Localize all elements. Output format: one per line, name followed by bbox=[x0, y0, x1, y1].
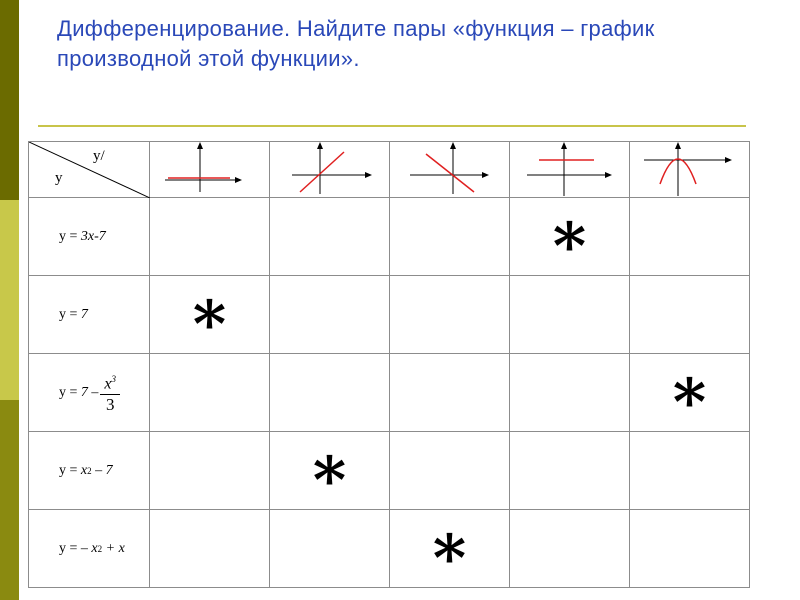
match-cell[interactable] bbox=[150, 354, 270, 432]
match-cell[interactable] bbox=[390, 198, 510, 276]
match-cell[interactable] bbox=[390, 354, 510, 432]
match-cell[interactable] bbox=[270, 276, 390, 354]
graph-cell-4 bbox=[510, 142, 630, 198]
match-cell[interactable] bbox=[630, 432, 750, 510]
match-cell[interactable] bbox=[270, 432, 390, 518]
fraction bbox=[100, 370, 120, 414]
function-cell bbox=[29, 510, 150, 588]
function-prefix: y = bbox=[59, 384, 78, 400]
match-cell[interactable] bbox=[150, 198, 270, 276]
function-expression: 3x-7 bbox=[80, 228, 106, 244]
table-row bbox=[29, 432, 750, 510]
graph-cell-3 bbox=[390, 142, 510, 198]
function-formula bbox=[29, 276, 149, 353]
function-cell bbox=[29, 354, 150, 432]
function-cell bbox=[29, 198, 150, 276]
match-cell[interactable] bbox=[390, 432, 510, 510]
graph-cell-5 bbox=[630, 142, 750, 198]
side-bar-top bbox=[0, 0, 19, 200]
function-cell bbox=[29, 432, 150, 510]
page-title: Дифференцирование. Найдите пары «функция – график производной этой функции». bbox=[57, 16, 655, 71]
header-row bbox=[29, 142, 750, 198]
function-label: y bbox=[55, 170, 63, 186]
decreasing-line-icon bbox=[390, 142, 510, 198]
function-formula bbox=[29, 432, 149, 509]
match-cell[interactable] bbox=[390, 510, 510, 596]
side-bar-middle bbox=[0, 200, 19, 400]
fraction-numerator-value: x bbox=[104, 375, 112, 393]
horizontal-line-left-icon bbox=[150, 142, 270, 198]
match-star-icon: * bbox=[312, 442, 347, 518]
title-divider bbox=[38, 125, 746, 127]
function-tail: – 7 bbox=[95, 462, 113, 478]
function-prefix: y = bbox=[59, 540, 78, 556]
function-exponent: 2 bbox=[87, 465, 92, 476]
corner-diagonal bbox=[29, 142, 150, 198]
horizontal-line-above-icon bbox=[510, 142, 630, 198]
match-cell[interactable] bbox=[390, 276, 510, 354]
function-tail: + x bbox=[105, 540, 125, 556]
match-cell[interactable] bbox=[510, 276, 630, 354]
function-prefix: y = bbox=[59, 462, 78, 478]
fraction-denominator: 3 bbox=[105, 394, 115, 414]
function-exponent: 2 bbox=[97, 543, 103, 554]
downward-parabola-icon bbox=[630, 142, 750, 198]
match-cell[interactable] bbox=[510, 432, 630, 510]
table-row bbox=[29, 510, 750, 588]
match-cell[interactable] bbox=[630, 198, 750, 276]
graph-cell-1 bbox=[150, 142, 270, 198]
match-star-icon: * bbox=[432, 520, 467, 596]
match-cell[interactable] bbox=[510, 354, 630, 432]
match-star-icon: * bbox=[192, 286, 227, 362]
match-cell[interactable] bbox=[150, 276, 270, 362]
function-prefix: y = bbox=[59, 306, 78, 322]
table-row bbox=[29, 354, 750, 432]
function-expression: – x bbox=[80, 540, 98, 556]
function-formula bbox=[29, 354, 149, 431]
table-row bbox=[29, 198, 750, 276]
match-cell[interactable] bbox=[630, 276, 750, 354]
function-expression: 7 bbox=[80, 306, 88, 322]
increasing-line-icon bbox=[270, 142, 390, 198]
graph-cell-2 bbox=[270, 142, 390, 198]
derivative-label: y/ bbox=[93, 148, 105, 164]
match-cell[interactable] bbox=[270, 354, 390, 432]
match-cell[interactable] bbox=[270, 510, 390, 588]
matching-table bbox=[28, 141, 750, 596]
match-cell[interactable] bbox=[510, 510, 630, 588]
match-cell[interactable] bbox=[270, 198, 390, 276]
function-formula bbox=[29, 510, 149, 587]
function-prefix: y = bbox=[59, 228, 78, 244]
fraction-numerator bbox=[100, 370, 120, 394]
function-expression: 7 – bbox=[80, 384, 99, 400]
match-cell[interactable] bbox=[510, 198, 630, 284]
match-cell[interactable] bbox=[630, 510, 750, 588]
match-cell[interactable] bbox=[150, 432, 270, 510]
match-cell[interactable] bbox=[630, 354, 750, 440]
match-star-icon: * bbox=[672, 364, 707, 440]
table-row bbox=[29, 276, 750, 354]
match-cell[interactable] bbox=[150, 510, 270, 588]
match-star-icon: * bbox=[552, 208, 587, 284]
function-expression: x bbox=[80, 462, 88, 478]
function-cell bbox=[29, 276, 150, 354]
corner-cell bbox=[29, 142, 150, 198]
function-formula bbox=[29, 198, 149, 275]
side-bar-bottom bbox=[0, 400, 19, 600]
fraction-numerator-exponent: 3 bbox=[111, 374, 117, 385]
